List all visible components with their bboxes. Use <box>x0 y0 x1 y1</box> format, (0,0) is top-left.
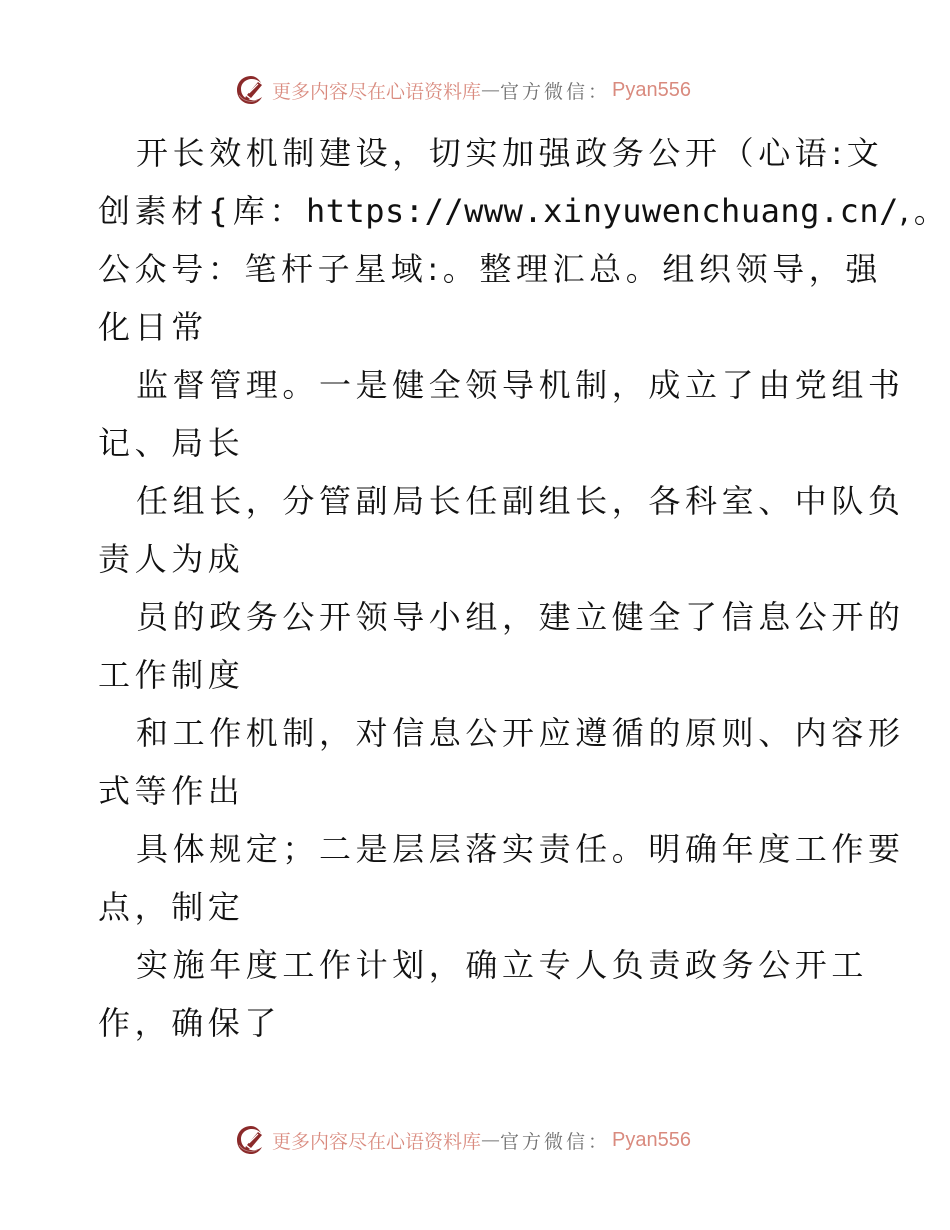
separator-dash: — <box>481 79 501 101</box>
text-line: 责人为成 <box>98 540 245 578</box>
quill-pen-logo-icon <box>234 1123 268 1157</box>
separator-dash: — <box>481 1129 501 1151</box>
text-line: 式等作出 <box>98 772 245 810</box>
text-line: 实施年度工作计划，确立专人负责政务公开工 <box>136 946 869 984</box>
promo-text: 更多内容尽在心语资料库 <box>272 80 482 103</box>
header-banner <box>234 70 691 110</box>
text-line: 员的政务公开领导小组，建立健全了信息公开的 <box>136 598 905 636</box>
text-line: 记、局长 <box>98 424 245 462</box>
text-line: 公众号：笔杆子星域:。整理汇总。组织领导，强 <box>98 250 882 288</box>
text-line: 工作制度 <box>98 656 245 694</box>
promo-text: 更多内容尽在心语资料库 <box>272 1130 482 1153</box>
wechat-id: Pyan556 <box>612 78 691 101</box>
wechat-id: Pyan556 <box>612 1128 691 1151</box>
document-body <box>98 124 950 1052</box>
text-fragment: ,。 <box>898 192 950 230</box>
text-line: 监督管理。一是健全领导机制，成立了由党组书 <box>136 366 905 404</box>
wechat-label: 官方微信： <box>500 80 611 103</box>
text-line: 作，确保了 <box>98 1004 282 1042</box>
text-line: 和工作机制，对信息公开应遵循的原则、内容形 <box>136 714 905 752</box>
website-url: https://www.xinyuwenchuang.cn/ <box>305 192 899 230</box>
text-line: 点，制定 <box>98 888 245 926</box>
text-line: 具体规定；二是层层落实责任。明确年度工作要 <box>136 830 905 868</box>
quill-pen-logo-icon <box>234 73 268 107</box>
text-line: 化日常 <box>98 308 208 346</box>
wechat-label: 官方微信： <box>500 1130 611 1153</box>
text-line: 任组长，分管副局长任副组长，各科室、中队负 <box>136 482 905 520</box>
text-line <box>98 182 950 240</box>
footer-banner <box>234 1120 691 1160</box>
text-fragment: 创素材{库： <box>98 192 306 230</box>
text-line: 开长效机制建设，切实加强政务公开（心语:文 <box>136 134 884 172</box>
